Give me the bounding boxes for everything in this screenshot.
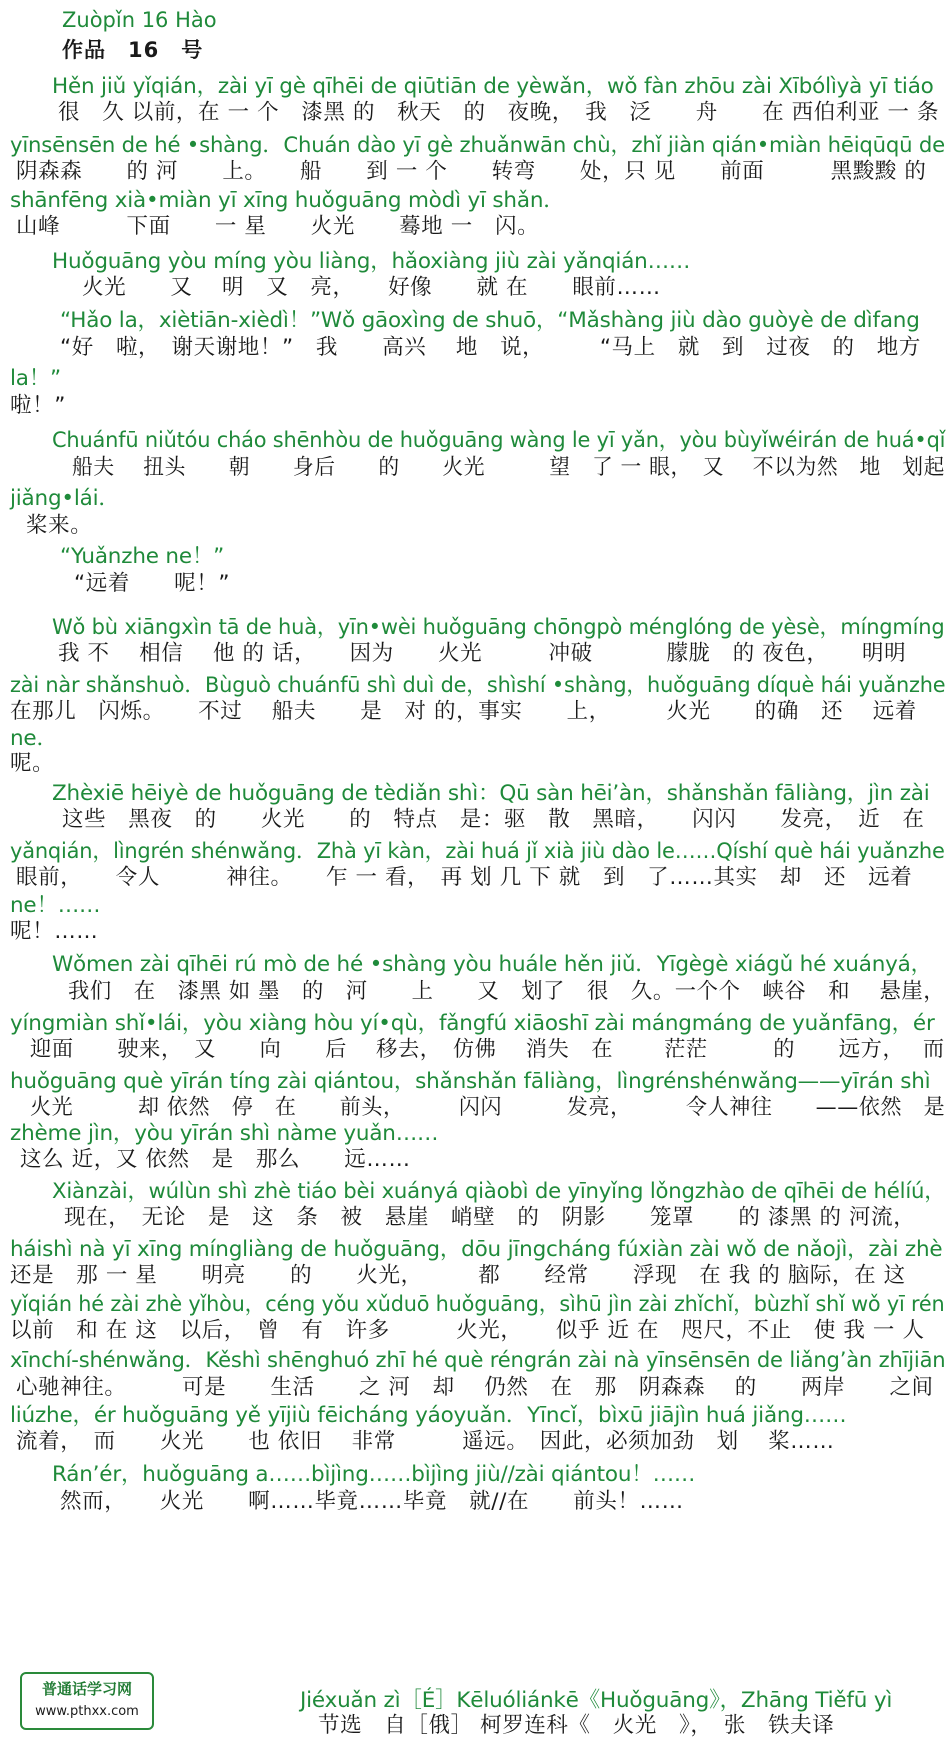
hanzi-line: 啦！” <box>10 393 66 418</box>
hanzi-line: 以前 和 在 这 以后， 曾 有 许多 火光， 似乎 近 在 咫尺，不止 使 我 一 人 <box>10 1318 925 1343</box>
pinyin-line: xīnchí-shénwǎng．Kěshì shēnghuó zhī hé què réngrán zài nà yīnsēnsēn de liǎng’àn zhījiān <box>10 1348 946 1373</box>
pinyin-line: Huǒguāng yòu míng yòu liàng，hǎoxiàng jiù zài yǎnqián…… <box>52 249 691 274</box>
pinyin-line: ne！…… <box>10 893 101 918</box>
hanzi-line: “好 啦， 谢天谢地！” 我 高兴 地 说， “马上 就 到 过夜 的 地方 <box>60 335 921 360</box>
pinyin-line: yǐqián hé zài zhè yǐhòu，céng yǒu xǔduō huǒguāng，sìhū jìn zài zhǐchǐ，bùzhǐ shǐ wǒ yī rén <box>10 1292 945 1317</box>
pinyin-line: ne． <box>10 726 58 751</box>
hanzi-line: 呢。 <box>10 751 55 776</box>
hanzi-line: 火光 却 依然 停 在 前头， 闪闪 发亮， 令人神往 ——依然 是 <box>30 1095 946 1120</box>
hanzi-line: 呢！…… <box>10 919 99 944</box>
source-pinyin: Jiéxuǎn zì［É］Kēluóliánkē《Huǒguāng》，Zhāng Tiěfū yì <box>300 1688 893 1713</box>
pinyin-line: zài nàr shǎnshuò．Bùguò chuánfū shì duì de，shìshí •shàng，huǒguāng díquè hái yuǎnzhe <box>10 673 946 698</box>
title-hanzi: 作品 16 号 <box>62 38 204 62</box>
pinyin-line: “Yuǎnzhe ne！” <box>60 544 225 569</box>
hanzi-line: 这些 黑夜 的 火光 的 特点 是：驱 散 黑暗， 闪闪 发亮， 近 在 <box>62 807 925 832</box>
logo-url: www.pthxx.com <box>35 1704 139 1719</box>
hanzi-line: 在那儿 闪烁。 不过 船夫 是 对 的，事实 上， 火光 的确 还 远着 <box>10 699 917 724</box>
pinyin-line: háishì nà yī xīng míngliàng de huǒguāng，dōu jīngcháng fúxiàn zài wǒ de nǎojì，zài zhè <box>10 1237 943 1262</box>
hanzi-line: 迎面 驶来， 又 向 后 移去， 仿佛 消失 在 茫茫 的 远方， 而 <box>30 1037 945 1062</box>
hanzi-line: 船夫 扭头 朝 身后 的 火光 望 了 一 眼， 又 不以为然 地 划起 <box>72 455 946 480</box>
hanzi-line: 阴森森 的 河 上。 船 到 一 个 转弯 处，只 见 前面 黑黢黢 的 <box>16 159 927 184</box>
pinyin-line: Chuánfū niǔtóu cháo shēnhòu de huǒguāng wàng le yī yǎn，yòu bùyǐwéirán de huá•qǐ <box>52 428 946 453</box>
pinyin-line: shānfēng xià•miàn yī xīng huǒguāng mòdì yī shǎn． <box>10 188 565 213</box>
source-hanzi: 节选 自［俄］ 柯罗连科《 火光 》， 张 铁夫译 <box>318 1713 835 1738</box>
hanzi-line: 我 不 相信 他 的 话， 因为 火光 冲破 朦胧 的 夜色， 明明 <box>58 641 907 666</box>
pinyin-line: Wǒ bù xiāngxìn tā de huà，yīn•wèi huǒguāng chōngpò ménglóng de yèsè，míngmíng <box>52 615 945 640</box>
hanzi-line: “远着 呢！” <box>74 571 231 596</box>
hanzi-line: 心驰神往。 可是 生活 之 河 却 仍然 在 那 阴森森 的 两岸 之间 <box>16 1375 934 1400</box>
pinyin-line: Xiànzài，wúlùn shì zhè tiáo bèi xuányá qiàobì de yīnyǐng lǒngzhào de qīhēi de hélíú， <box>52 1179 946 1204</box>
pinyin-line: zhème jìn，yòu yīrán shì nàme yuǎn…… <box>10 1121 439 1146</box>
pinyin-line: “Hǎo la，xiètiān-xièdì！”Wǒ gāoxìng de shuō，“Mǎshàng jiù dào guòyè de dìfang <box>60 308 920 333</box>
hanzi-line: 还是 那 一 星 明亮 的 火光， 都 经常 浮现 在 我 的 脑际，在 这 <box>10 1263 906 1288</box>
hanzi-line: 我们 在 漆黑 如 墨 的 河 上 又 划了 很 久。一个个 峡谷 和 悬崖， <box>68 979 946 1004</box>
hanzi-line: 很 久 以前，在 一 个 漆黑 的 秋天 的 夜晚， 我 泛 舟 在 西伯利亚 一 条 <box>58 100 940 125</box>
pinyin-line: Zhèxiē hēiyè de huǒguāng de tèdiǎn shì：Qū sàn hēi’àn，shǎnshǎn fāliàng，jìn zài <box>52 781 930 806</box>
title-pinyin: Zuòpǐn 16 Hào <box>62 8 217 32</box>
hanzi-line: 现在， 无论 是 这 条 被 悬崖 峭壁 的 阴影 笼罩 的 漆黑 的 河流， <box>64 1205 916 1230</box>
pinyin-line: Hěn jiǔ yǐqián，zài yī gè qīhēi de qiūtiān de yèwǎn，wǒ fàn zhōu zài Xībólìyà yī tiáo <box>52 74 934 99</box>
pinyin-line: liúzhe，ér huǒguāng yě yījiù fēicháng yáoyuǎn．Yīncǐ，bìxū jiājìn huá jiǎng…… <box>10 1403 847 1428</box>
hanzi-line: 桨来。 <box>26 513 93 538</box>
pinyin-line: Rán’ér，huǒguāng a……bìjìng……bìjìng jiù//zài qiántou！…… <box>52 1462 696 1487</box>
hanzi-line: 火光 又 明 又 亮， 好像 就 在 眼前…… <box>82 275 661 300</box>
pinyin-line: Wǒmen zài qīhēi rú mò de hé •shàng yòu huále hěn jiǔ．Yīgègè xiágǔ hé xuányá， <box>52 952 932 977</box>
hanzi-line: 眼前， 令人 神往。 乍 一 看， 再 划 几 下 就 到 了……其实 却 还 远着 <box>16 865 913 890</box>
pinyin-line: yíngmiàn shǐ•lái，yòu xiàng hòu yí•qù，fǎngfú xiāoshī zài mángmáng de yuǎnfāng，ér <box>10 1011 935 1036</box>
hanzi-line: 然而， 火光 啊……毕竟……毕竟 就//在 前头！…… <box>60 1489 684 1514</box>
hanzi-line: 流着， 而 火光 也 依旧 非常 遥远。 因此，必须加劲 划 桨…… <box>16 1429 835 1454</box>
hanzi-line: 山峰 下面 一 星 火光 蓦地 一 闪。 <box>16 214 540 239</box>
pinyin-line: la！” <box>10 366 61 391</box>
logo-name: 普通话学习网 <box>41 1680 132 1698</box>
pinyin-line: yīnsēnsēn de hé •shàng．Chuán dào yī gè zhuǎnwān chù，zhǐ jiàn qián•miàn hēiqūqū de <box>10 133 946 158</box>
site-logo[interactable] <box>20 1672 154 1730</box>
pinyin-line: huǒguāng què yīrán tíng zài qiántou，shǎnshǎn fāliàng，lìngrénshénwǎng——yīrán shì <box>10 1069 931 1094</box>
pinyin-line: jiǎng•lái． <box>10 486 120 511</box>
pinyin-line: yǎnqián，lìngrén shénwǎng．Zhà yī kàn，zài huá jǐ xià jiù dào le……Qíshí què hái yuǎnzhe <box>10 839 945 864</box>
hanzi-line: 这么 近，又 依然 是 那么 远…… <box>20 1147 411 1172</box>
